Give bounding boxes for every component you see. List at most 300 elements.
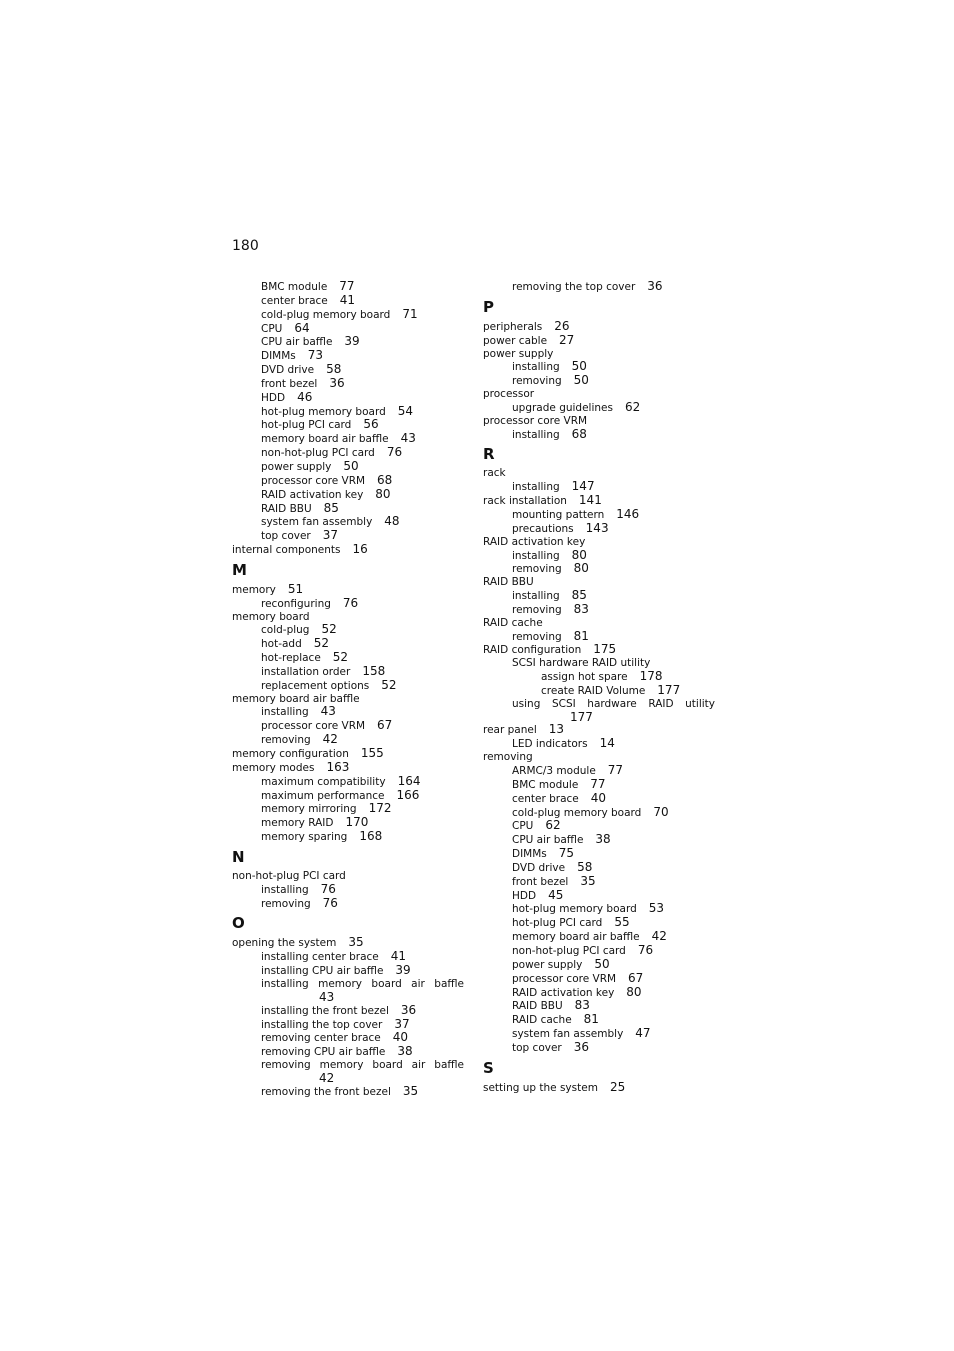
index-entry [483, 480, 715, 494]
index-entry-page: 54 [397, 403, 414, 418]
index-entry-page: 52 [313, 636, 330, 651]
page-number: 180 [232, 238, 259, 254]
index-entry [232, 418, 464, 432]
index-entry-page: 56 [363, 417, 379, 432]
index-entry-page: 43 [400, 431, 416, 446]
index-entry-term: peripherals [483, 320, 543, 333]
index-entry [483, 778, 715, 792]
index-entry-page: 50 [594, 956, 610, 971]
index-entry-term: memory mirroring [261, 803, 357, 816]
index-entry-term: CPU air baffle [512, 834, 584, 847]
index-entry [483, 723, 715, 737]
index-entry-term: RAID activation key [483, 535, 586, 548]
index-entry [483, 348, 715, 361]
index-letter-heading: S [483, 1058, 494, 1077]
index-entry [483, 875, 715, 889]
index-entry-page: 52 [321, 622, 337, 637]
index-entry-term: RAID cache [483, 616, 543, 629]
index-entry [232, 1031, 464, 1045]
index-entry [232, 978, 464, 991]
index-entry [232, 651, 464, 665]
index-entry-page: 175 [593, 642, 617, 657]
index-entry-page: 41 [339, 292, 356, 307]
index-entry-term: top cover [512, 1041, 562, 1054]
index-entry-term: using SCSI hardware RAID utility [512, 697, 715, 710]
index-entry-page: 62 [545, 818, 561, 833]
index-entry-page: 55 [614, 915, 630, 930]
index-entry-page: 164 [397, 773, 421, 788]
index-entry [483, 603, 715, 617]
index-entry [483, 972, 715, 986]
index-entry-term: opening the system [232, 937, 337, 950]
index-entry-term: processor core VRM [512, 972, 617, 985]
index-entry-term: RAID cache [512, 1014, 572, 1027]
index-entry [483, 819, 715, 833]
index-entry [483, 643, 715, 657]
index-entry-term: power supply [512, 958, 583, 971]
index-entry [232, 597, 464, 611]
index-entry-term: center brace [512, 792, 579, 805]
index-entry-term: memory board [232, 610, 310, 623]
index-entry-term: hot-plug memory board [261, 405, 386, 418]
index-entry [232, 391, 464, 405]
index-entry [483, 549, 715, 563]
index-entry [232, 964, 464, 978]
index-entry-page: 80 [573, 561, 589, 576]
index-entry-page: 40 [590, 790, 607, 805]
index-entry-page: 158 [362, 663, 386, 678]
index-entry [483, 522, 715, 536]
index-entry [483, 861, 715, 875]
index-entry [232, 870, 464, 883]
index-entry-page: 177 [570, 709, 593, 724]
index-entry [483, 916, 715, 930]
index-entry [232, 363, 464, 377]
index-entry-term: ARMC/3 module [512, 765, 596, 777]
index-entry-page: 76 [322, 895, 338, 910]
index-entry-term: processor core VRM [261, 474, 366, 487]
index-entry [483, 1013, 715, 1027]
index-entry-term: RAID BBU [483, 576, 534, 589]
index-entry [483, 428, 715, 442]
index-entry [232, 432, 464, 446]
index-entry-page: 37 [394, 1016, 410, 1031]
index-entry-page: 76 [342, 595, 359, 610]
index-entry [483, 562, 715, 576]
index-entry-page: 177 [657, 682, 681, 697]
index-entry [483, 334, 715, 348]
index-entry-term: non-hot-plug PCI card [232, 869, 346, 882]
index-entry-page: 170 [345, 815, 369, 830]
index-entry-page: 68 [377, 472, 393, 487]
index-entry [232, 280, 464, 294]
index-entry-term: CPU [512, 820, 534, 833]
index-entry [483, 792, 715, 806]
index-entry [232, 761, 464, 775]
index-entry [483, 657, 715, 670]
index-column-right [483, 280, 715, 1095]
index-entry-term: upgrade guidelines [512, 401, 613, 414]
index-entry-term: memory configuration [232, 748, 349, 760]
index-entry-page: 13 [548, 722, 565, 737]
index-entry-term: maximum performance [261, 789, 385, 802]
index-entry [232, 883, 464, 897]
index-entry-term: create RAID Volume [541, 684, 646, 697]
index-entry-term: RAID BBU [512, 1000, 563, 1013]
index-entry-term: processor [483, 388, 535, 401]
index-entry [483, 958, 715, 972]
index-entry [483, 467, 715, 480]
index-entry [232, 460, 464, 474]
index-entry [483, 536, 715, 549]
index-entry-term: installing center brace [261, 951, 379, 964]
index-entry-page: 47 [635, 1026, 651, 1041]
index-entry-page: 83 [573, 601, 589, 616]
index-entry-term: cold-plug memory board [512, 806, 642, 819]
index-entry [232, 377, 464, 391]
index-entry-page: 178 [639, 669, 663, 684]
index-entry-page: 53 [648, 901, 665, 916]
index-entry-page: 35 [348, 935, 364, 950]
index-entry-term: DIMMs [261, 350, 296, 363]
index-entry-term: HDD [261, 391, 286, 404]
index-entry-term: power cable [483, 334, 548, 347]
index-entry-term: removing [512, 630, 562, 643]
index-entry-page: 35 [402, 1083, 419, 1098]
index-entry-page: 83 [574, 998, 590, 1013]
index-entry [232, 474, 464, 488]
index-entry-page: 42 [322, 732, 338, 747]
index-entry-term: installing [261, 706, 309, 719]
index-entry-page: 39 [395, 963, 411, 978]
index-entry-page: 50 [573, 373, 589, 388]
index-entry-term: reconfiguring [261, 597, 331, 610]
index-entry-term: removing CPU air baffle [261, 1046, 386, 1059]
index-entry-term: hot-plug PCI card [261, 419, 352, 432]
index-entry-term: memory board air baffle [512, 931, 640, 944]
index-entry-term: installation order [261, 665, 351, 678]
index-entry-term: front bezel [261, 377, 318, 390]
index-entry-page: 48 [384, 514, 400, 529]
index-entry-page: 43 [320, 704, 336, 719]
index-entry-term: removing [512, 603, 562, 616]
index-entry [232, 1018, 464, 1032]
index-entry [483, 617, 715, 630]
index-entry-page: 71 [402, 306, 418, 321]
index-entry [232, 1059, 464, 1072]
index-letter-heading: P [483, 297, 494, 316]
index-entry-page: 76 [386, 445, 403, 460]
index-entry-page: 42 [651, 929, 667, 944]
index-entry-term: hot-add [261, 638, 302, 651]
index-entry [232, 775, 464, 789]
index-entry-term: rack [483, 467, 506, 480]
index-entry-term: maximum compatibility [261, 775, 386, 788]
index-entry [232, 349, 464, 363]
index-entry-term: processor core VRM [261, 720, 366, 733]
index-entry-term: removing [261, 734, 311, 747]
index-entry-term: removing [483, 751, 533, 764]
index-entry [483, 806, 715, 820]
index-entry-term: DVD drive [261, 364, 315, 377]
index-entry-page: 42 [319, 1070, 335, 1085]
index-entry [483, 415, 715, 428]
index-entry-term: installing the top cover [261, 1018, 383, 1031]
index-entry-term: center brace [261, 294, 328, 307]
index-entry-term: precautions [512, 522, 574, 535]
index-entry-page: 168 [359, 829, 383, 844]
index-entry-term: hot-plug memory board [512, 903, 637, 916]
index-entry-page: 163 [326, 759, 350, 774]
index-entry-page: 77 [339, 279, 355, 293]
index-letter-heading: O [232, 914, 245, 933]
index-entry-term: memory board air baffle [232, 692, 360, 705]
index-entry [483, 494, 715, 508]
index-entry-term: memory RAID [261, 817, 334, 830]
index-entry-term: non-hot-plug PCI card [512, 944, 626, 957]
index-entry [483, 388, 715, 401]
index-entry-term: non-hot-plug PCI card [261, 447, 375, 460]
index-entry-page: 35 [580, 873, 596, 888]
index-entry [232, 502, 464, 516]
index-entry [232, 294, 464, 308]
index-entry-term: memory board air baffle [261, 433, 389, 446]
index-entry [232, 705, 464, 719]
index-entry [232, 1085, 464, 1099]
index-entry-page: 37 [322, 528, 339, 543]
index-entry-term: installing the front bezel [261, 1004, 389, 1017]
index-entry-page: 64 [294, 320, 310, 335]
index-entry-term: LED indicators [512, 738, 588, 751]
index-entry-term: RAID BBU [261, 502, 312, 515]
index-entry-page: 36 [647, 279, 663, 293]
index-entry [232, 488, 464, 502]
index-column-left [232, 280, 464, 1099]
index-entry-term: power supply [483, 347, 554, 360]
index-entry [483, 999, 715, 1013]
index-entry-page: 36 [400, 1002, 417, 1017]
index-entry-page: 50 [343, 458, 359, 473]
index-entry-term: removing center brace [261, 1032, 381, 1045]
index-entry-page: 77 [607, 763, 624, 777]
index-entry [483, 508, 715, 522]
index-entry [483, 684, 715, 698]
index-entry [483, 737, 715, 751]
index-entry-term: installing CPU air baffle [261, 965, 384, 978]
index-entry-page: 41 [390, 949, 407, 964]
index-entry [483, 589, 715, 603]
index-entry-page: 25 [609, 1079, 626, 1094]
index-entry [483, 751, 715, 764]
index-entry [232, 405, 464, 419]
index-letter-heading: N [232, 847, 245, 866]
index-entry [483, 320, 715, 334]
index-entry-term: installing [512, 590, 560, 603]
index-entry-page: 36 [573, 1039, 590, 1054]
index-entry-page: 155 [360, 746, 384, 760]
index-entry-term: BMC module [512, 778, 579, 791]
index-entry-page: 80 [571, 547, 587, 562]
index-entry-term: RAID configuration [483, 644, 582, 657]
index-entry-term: CPU [261, 322, 283, 335]
index-entry-term: removing [512, 563, 562, 576]
index-entry-term: setting up the system [483, 1081, 598, 1094]
index-entry [232, 789, 464, 803]
index-entry [232, 529, 464, 543]
index-entry [483, 944, 715, 958]
index-entry [232, 950, 464, 964]
index-entry-term: RAID activation key [512, 986, 615, 999]
index-entry-page: 80 [626, 984, 642, 999]
index-entry-page: 146 [616, 506, 640, 521]
index-entry [483, 889, 715, 903]
index-entry-term: removing the front bezel [261, 1085, 391, 1098]
index-entry-page: 26 [554, 318, 570, 333]
index-entry-term: SCSI hardware RAID utility [512, 657, 651, 670]
index-entry-term: front bezel [512, 875, 569, 888]
index-entry-page: 58 [577, 859, 593, 874]
index-entry-term: memory [232, 583, 276, 596]
index-entry-term: system fan assembly [261, 516, 373, 529]
index-entry [483, 576, 715, 589]
index-entry-page: 40 [392, 1030, 409, 1045]
index-entry [232, 515, 464, 529]
index-entry [483, 1027, 715, 1041]
index-entry [232, 623, 464, 637]
index-entry-page: 81 [573, 628, 589, 643]
index-entry [483, 630, 715, 644]
index-entry-term: cold-plug [261, 624, 310, 637]
index-entry-page: 85 [571, 588, 587, 603]
index-entry-page: 172 [368, 801, 392, 816]
index-entry-page: 67 [377, 718, 393, 733]
index-entry [232, 936, 464, 950]
index-entry-page: 45 [548, 887, 564, 902]
index-entry-page: 62 [624, 399, 641, 414]
index-entry-term: internal components [232, 544, 341, 557]
index-entry-term: hot-replace [261, 652, 321, 665]
index-entry [232, 308, 464, 322]
index-entry-term: removing [261, 897, 311, 910]
index-entry [232, 747, 464, 761]
index-entry [232, 583, 464, 597]
index-entry [483, 1081, 715, 1095]
index-entry [483, 986, 715, 1000]
index-entry-page: 70 [653, 804, 669, 819]
index-entry [232, 335, 464, 349]
index-entry-term: cold-plug memory board [261, 308, 391, 321]
index-entry [483, 698, 715, 711]
index-entry-term: DIMMs [512, 848, 547, 861]
index-entry [483, 847, 715, 861]
index-entry [483, 280, 715, 294]
index-entry-term: hot-plug PCI card [512, 917, 603, 930]
index-entry [232, 543, 464, 557]
index-entry [232, 693, 464, 706]
index-entry-page: 38 [397, 1044, 413, 1059]
index-entry-term: system fan assembly [512, 1028, 624, 1041]
index-entry [483, 360, 715, 374]
index-entry [232, 1045, 464, 1059]
index-entry [232, 830, 464, 844]
index-entry [483, 374, 715, 388]
index-entry-page: 141 [578, 493, 602, 508]
index-entry-term: CPU air baffle [261, 336, 333, 349]
index-entry-page: 68 [571, 426, 587, 441]
index-entry [232, 637, 464, 651]
index-entry-page: 51 [287, 581, 304, 596]
index-entry-term: rear panel [483, 724, 537, 737]
index-entry [232, 446, 464, 460]
index-entry-term: removing [512, 375, 562, 388]
index-entry-term: assign hot spare [541, 671, 628, 684]
index-entry [232, 665, 464, 679]
index-entry-term: DVD drive [512, 861, 566, 874]
index-entry [232, 322, 464, 336]
index-entry [232, 611, 464, 624]
index-entry [483, 902, 715, 916]
index-entry-page: 76 [320, 881, 336, 896]
index-entry-term: removing the top cover [512, 281, 636, 293]
index-entry-page: 76 [637, 942, 654, 957]
index-entry [232, 733, 464, 747]
index-entry-term: replacement options [261, 679, 370, 692]
index-entry-term: installing [512, 428, 560, 441]
index-entry-page: 36 [329, 375, 345, 390]
index-letter-heading: R [483, 445, 495, 464]
index-entry-term: memory modes [232, 761, 315, 774]
index-entry-term: RAID activation key [261, 488, 364, 501]
index-entry-page: 50 [571, 359, 587, 374]
index-entry-page: 143 [585, 520, 609, 535]
index-entry-term: installing [512, 361, 560, 374]
index-entry [483, 401, 715, 415]
index-entry-term: power supply [261, 460, 332, 473]
index-entry-page: 85 [323, 500, 339, 515]
index-entry-page: 16 [352, 542, 368, 557]
index-entry-term: processor core VRM [483, 414, 588, 427]
index-entry-term: memory sparing [261, 831, 348, 844]
index-entry-page: 77 [590, 776, 606, 791]
index-entry [232, 897, 464, 911]
index-entry-page: 43 [319, 989, 335, 1004]
index-entry-page: 75 [558, 846, 575, 861]
index-letter-heading: M [232, 560, 247, 579]
index-entry-page: 14 [599, 736, 615, 751]
index-entry-term: BMC module [261, 281, 328, 293]
index-entry-term: removing memory board air baffle [261, 1059, 464, 1072]
index-entry-page: 166 [396, 787, 420, 802]
index-entry-page: 46 [297, 389, 313, 404]
index-entry-page: 58 [326, 362, 342, 377]
index-entry-page: 81 [583, 1012, 599, 1027]
index-entry [483, 764, 715, 778]
index-entry-page: 80 [375, 486, 391, 501]
index-entry-term: HDD [512, 889, 537, 902]
index-entry-page: 38 [595, 832, 611, 847]
index-entry-page: 52 [332, 650, 349, 665]
index-entry-page: 147 [571, 479, 595, 494]
index-entry-page: 39 [344, 334, 360, 349]
index-entry-term: installing [512, 549, 560, 562]
index-entry-term: mounting pattern [512, 508, 605, 521]
index-entry-term: installing [512, 481, 560, 494]
index-entry [483, 833, 715, 847]
index-entry [483, 930, 715, 944]
index-entry [232, 679, 464, 693]
index-entry [232, 1004, 464, 1018]
index-entry-term: rack installation [483, 495, 567, 508]
